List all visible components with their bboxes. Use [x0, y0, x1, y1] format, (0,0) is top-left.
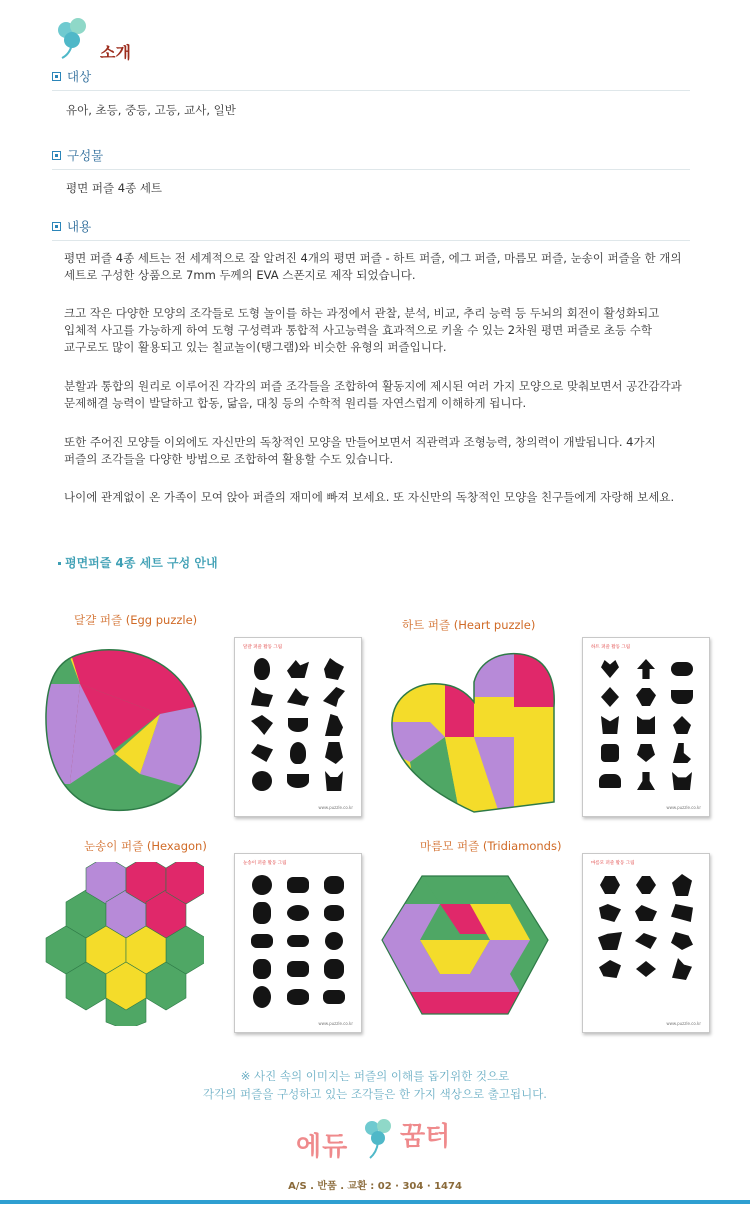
- silhouette-icon: [252, 875, 272, 895]
- silhouette-icon: [251, 687, 273, 707]
- silhouette-icon: [637, 744, 655, 762]
- silhouette-icon: [601, 744, 619, 762]
- square-bullet-icon: [52, 151, 61, 160]
- silhouette-grid: [595, 872, 697, 1010]
- silhouette-grid: [595, 656, 697, 794]
- target-text: 유아, 초등, 중등, 고등, 교사, 일반: [66, 103, 236, 117]
- section-label: 내용: [67, 219, 92, 234]
- content-paragraph: 분할과 통합의 원리로 이루어진 각각의 퍼즐 조각들을 조합하여 활동지에 제시된 여러 가지 모양으로 맞춰보면서 공간감각과 문제해결 능력이 발달하고 합동, 닮음, 대칭 등의 수학적 원리를 자연스럽게 이해하게 됩니다.: [64, 379, 682, 410]
- silhouette-icon: [287, 774, 309, 788]
- heart-puzzle-title: 하트 퍼즐 (Heart puzzle): [402, 618, 536, 632]
- content-paragraph: 크고 작은 다양한 모양의 조각들로 도형 놀이를 하는 과정에서 관찰, 분석, 비교, 추리 능력 등 두뇌의 회전이 활성화되고 입체적 사고를 가능하게 하여 도형 구성력과 통합적 사고능력을 효과적으로 키울 수 있는 2차원 평면 퍼즐로 초등 수학 교구로도 많이 활용되고 있는 칠교놀이(탱그램)와 비슷한 유형의 퍼즐입니다.: [64, 306, 660, 354]
- dot-bullet-icon: [58, 562, 61, 565]
- silhouette-icon: [290, 742, 306, 764]
- silhouette-icon: [635, 933, 657, 949]
- silhouette-icon: [252, 771, 272, 791]
- square-bullet-icon: [52, 222, 61, 231]
- heart-activity-card: [582, 637, 710, 817]
- silhouette-icon: [671, 904, 693, 922]
- silhouette-icon: [637, 772, 655, 790]
- note-line: ※ 사진 속의 이미지는 퍼즐의 이해를 돕기위한 것으로: [240, 1069, 510, 1083]
- card-title: 하트 퍼즐 활동 그림: [591, 645, 631, 650]
- section-label: 대상: [67, 69, 92, 84]
- silhouette-icon: [324, 959, 344, 979]
- card-title: 마름모 퍼즐 활동 그림: [591, 861, 635, 866]
- section-label: 구성물: [67, 148, 104, 163]
- silhouette-icon: [636, 688, 656, 706]
- hexagon-puzzle-image: [36, 862, 204, 1026]
- silhouette-icon: [671, 690, 693, 704]
- silhouette-icon: [673, 716, 691, 734]
- silhouette-icon: [636, 961, 656, 977]
- silhouette-icon: [253, 902, 271, 924]
- silhouette-icon: [287, 935, 309, 947]
- silhouette-icon: [325, 932, 343, 950]
- silhouette-icon: [601, 716, 619, 734]
- content-paragraph: 또한 주어진 모양들 이외에도 자신만의 독창적인 모양을 만들어보면서 직관력과 조형능력, 창의력이 개발됩니다. 4가지 퍼즐의 조각들을 다양한 방법으로 조합하여 활용할 수도 있습니다.: [64, 435, 656, 466]
- guide-title: [58, 554, 218, 571]
- silhouette-icon: [325, 742, 343, 764]
- card-title: 달걀 퍼즐 활동 그림: [243, 645, 283, 650]
- silhouette-icon: [287, 660, 309, 678]
- silhouette-icon: [251, 744, 273, 762]
- silhouette-icon: [672, 874, 692, 896]
- silhouette-icon: [287, 961, 309, 977]
- silhouette-icon: [671, 932, 693, 950]
- silhouette-icon: [672, 772, 692, 790]
- silhouette-icon: [254, 658, 270, 680]
- silhouette-icon: [671, 662, 693, 676]
- silhouette-grid: [247, 656, 349, 794]
- clover-icon: [360, 1116, 400, 1160]
- tridiamonds-puzzle-title: 마름모 퍼즐 (Tridiamonds): [420, 839, 562, 853]
- card-footer: www.puzzle.co.kr: [318, 805, 353, 810]
- content-paragraph: 나이에 관계없이 온 가족이 모여 앉아 퍼즐의 재미에 빠져 보세요. 또 자신만의 독창적인 모양을 친구들에게 자랑해 보세요.: [64, 490, 675, 504]
- silhouette-icon: [251, 934, 273, 948]
- silhouette-icon: [636, 876, 656, 894]
- silhouette-icon: [287, 989, 309, 1005]
- section-header-components: [52, 145, 690, 170]
- silhouette-grid: [247, 872, 349, 1010]
- silhouette-icon: [325, 714, 343, 736]
- square-bullet-icon: [52, 72, 61, 81]
- silhouette-icon: [635, 905, 657, 921]
- components-text: 평면 퍼즐 4종 세트: [66, 181, 163, 195]
- card-footer: www.puzzle.co.kr: [318, 1021, 353, 1026]
- silhouette-icon: [251, 715, 273, 735]
- section-header-content: [52, 216, 690, 241]
- silhouette-icon: [599, 904, 621, 922]
- egg-activity-card: [234, 637, 362, 817]
- logo-text-right: 꿈터: [400, 1122, 451, 1152]
- silhouette-icon: [637, 659, 655, 679]
- as-contact-info: A/S . 반품 . 교환 : 02 · 304 · 1474: [288, 1181, 462, 1192]
- silhouette-icon: [673, 743, 691, 763]
- silhouette-icon: [324, 876, 344, 894]
- content-paragraph: 평면 퍼즐 4종 세트는 전 세계적으로 잘 알려진 4개의 평면 퍼즐 - 하트 퍼즐, 에그 퍼즐, 마름모 퍼즐, 눈송이 퍼즐을 한 개의 세트로 구성한 상품으로 7mm 두께의 EVA 스폰지로 제작 되었습니다.: [64, 251, 682, 282]
- card-footer: www.puzzle.co.kr: [666, 1021, 701, 1026]
- egg-puzzle-title: 달걀 퍼즐 (Egg puzzle): [74, 613, 198, 627]
- silhouette-icon: [253, 959, 271, 979]
- silhouette-icon: [324, 658, 344, 680]
- hexagon-puzzle-title: 눈송이 퍼즐 (Hexagon): [84, 839, 207, 853]
- tridiamonds-activity-card: [582, 853, 710, 1033]
- logo-text-left: 에듀: [296, 1132, 349, 1162]
- page-title: 소개: [100, 43, 131, 62]
- section-header-target: [52, 66, 690, 91]
- silhouette-icon: [637, 716, 655, 734]
- silhouette-icon: [600, 876, 620, 894]
- silhouette-icon: [601, 687, 619, 707]
- bottom-bar: [0, 1200, 750, 1204]
- heart-puzzle-image: [390, 652, 558, 816]
- edu-kumteo-logo: [296, 1112, 456, 1172]
- silhouette-icon: [601, 660, 619, 678]
- card-title: 눈송이 퍼즐 활동 그림: [243, 861, 287, 866]
- note-line: 각각의 퍼즐을 구성하고 있는 조각들은 한 가지 색상으로 출고됩니다.: [203, 1087, 547, 1101]
- silhouette-icon: [253, 986, 271, 1008]
- silhouette-icon: [288, 718, 308, 732]
- hexagon-activity-card: [234, 853, 362, 1033]
- silhouette-icon: [599, 960, 621, 978]
- egg-puzzle-image: [40, 644, 206, 816]
- guide-title-text: 평면퍼즐 4종 세트 구성 안내: [65, 556, 218, 570]
- card-footer: www.puzzle.co.kr: [666, 805, 701, 810]
- tridiamonds-puzzle-image: [380, 874, 550, 1016]
- silhouette-icon: [287, 688, 309, 706]
- silhouette-icon: [323, 687, 345, 707]
- silhouette-icon: [324, 905, 344, 921]
- clover-logo-icon: [52, 16, 100, 60]
- silhouette-icon: [287, 877, 309, 893]
- silhouette-icon: [599, 774, 621, 788]
- silhouette-icon: [672, 958, 692, 980]
- silhouette-icon: [598, 932, 622, 950]
- silhouette-icon: [325, 771, 343, 791]
- silhouette-icon: [287, 905, 309, 921]
- silhouette-icon: [323, 990, 345, 1004]
